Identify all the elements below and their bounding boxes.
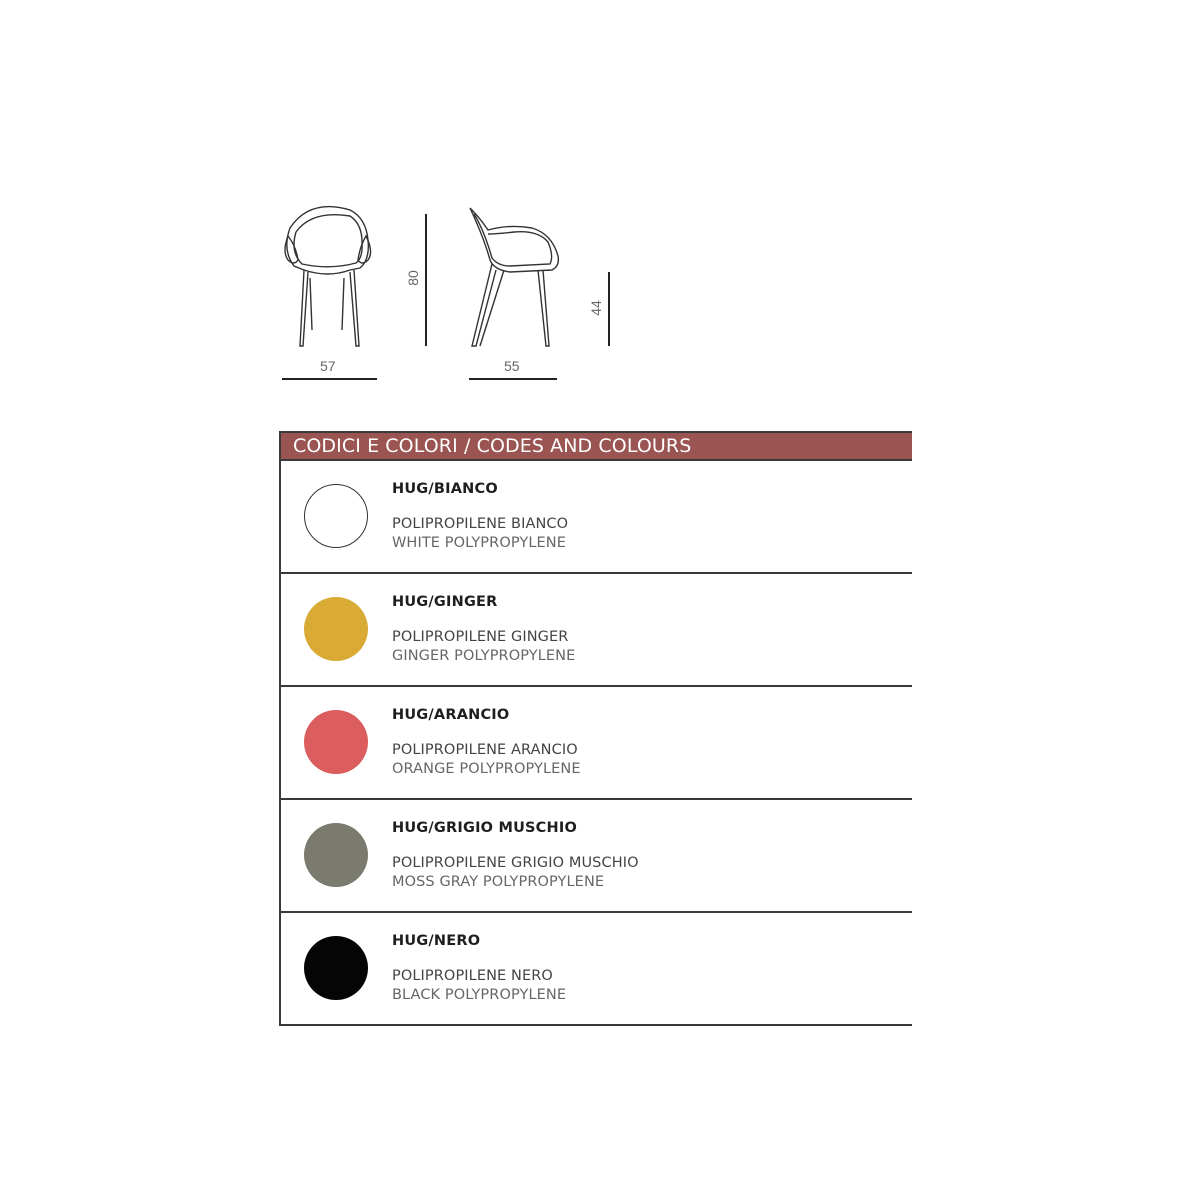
product-code: HUG/GRIGIO MUSCHIO: [392, 820, 577, 836]
table-row: [281, 800, 912, 913]
colour-swatch: [304, 484, 368, 548]
material-it: POLIPROPILENE BIANCO: [392, 516, 569, 532]
material-it: POLIPROPILENE ARANCIO: [392, 742, 578, 758]
front-width-label: 57: [320, 358, 336, 374]
height-label: 80: [404, 270, 421, 286]
colour-swatch: [304, 710, 368, 774]
table-rows: [279, 461, 912, 1026]
material-en: GINGER POLYPROPYLENE: [392, 648, 576, 664]
table-row: [281, 913, 912, 1026]
product-code: HUG/NERO: [392, 933, 481, 949]
material-en: WHITE POLYPROPYLENE: [392, 535, 566, 551]
product-code: HUG/GINGER: [392, 594, 498, 610]
material-it: POLIPROPILENE GINGER: [392, 629, 569, 645]
colour-swatch: [304, 597, 368, 661]
material-en: BLACK POLYPROPYLENE: [392, 987, 567, 1003]
table-header: CODICI E COLORI / CODES AND COLOURS: [279, 431, 912, 461]
chair-drawings: [270, 200, 630, 390]
material-it: POLIPROPILENE NERO: [392, 968, 553, 984]
material-en: ORANGE POLYPROPYLENE: [392, 761, 581, 777]
colour-swatch: [304, 823, 368, 887]
product-code: HUG/ARANCIO: [392, 707, 510, 723]
material-it: POLIPROPILENE GRIGIO MUSCHIO: [392, 855, 639, 871]
chair-side-view: [470, 208, 558, 346]
material-en: MOSS GRAY POLYPROPYLENE: [392, 874, 605, 890]
product-code: HUG/BIANCO: [392, 481, 498, 497]
table-row: [281, 574, 912, 687]
seat-height-label: 44: [587, 300, 604, 316]
chair-front-view: [285, 207, 371, 346]
side-depth-label: 55: [504, 358, 520, 374]
colour-swatch: [304, 936, 368, 1000]
codes-colours-table: [279, 431, 912, 1026]
table-row: [281, 461, 912, 574]
table-row: [281, 687, 912, 800]
